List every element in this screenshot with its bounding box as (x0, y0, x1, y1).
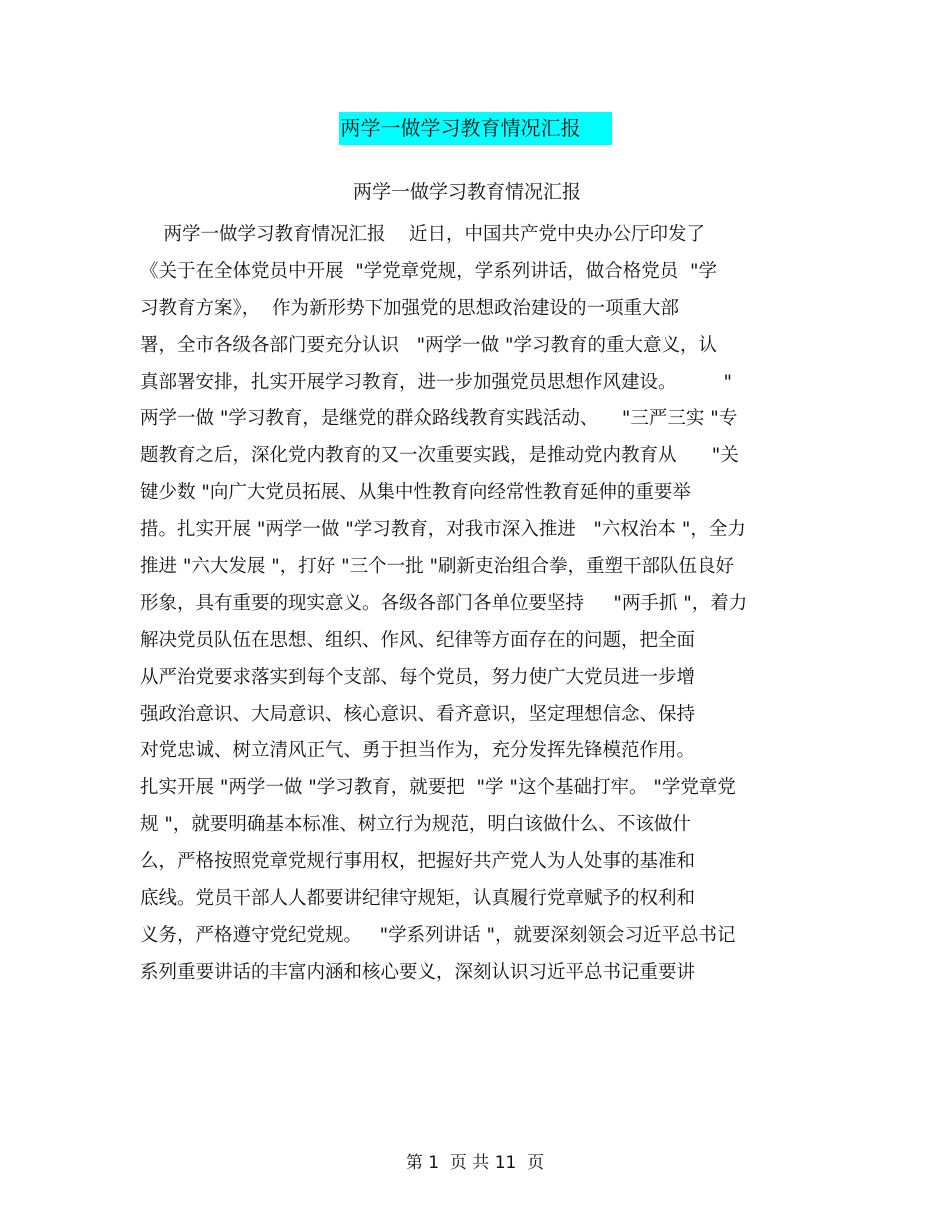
title-container (0, 112, 950, 145)
document-title: 两学一做学习教育情况汇报 (339, 112, 612, 145)
body-line: 底线。党员干部人人都要讲纪律守规矩，认真履行党章赋予的权利和 (140, 888, 696, 910)
page-footer: 第 1 页 共 11 页 (405, 1153, 545, 1173)
body-line: 《关于在全体党员中开展 "学党章党规，学系列讲话，做合格党员 "学 (140, 260, 718, 282)
body-line: 对党忠诚、树立清风正气、勇于担当作为，充分发挥先锋模范作用。 (140, 740, 696, 762)
body-line: 两学一做 "学习教育，是继党的群众路线教育实践活动、 "三严三实 "专 (140, 408, 738, 430)
body-line: 从严治党要求落实到每个支部、每个党员，努力使广大党员进一步增 (140, 666, 696, 688)
body-line: 解决党员队伍在思想、组织、作风、纪律等方面存在的问题，把全面 (140, 629, 696, 651)
body-line: 键少数 "向广大党员拓展、从集中性教育向经常性教育延伸的重要举 (140, 482, 691, 504)
document-subtitle: 两学一做学习教育情况汇报 (352, 181, 581, 203)
body-line: 措。扎实开展 "两学一做 "学习教育，对我市深入推进 "六权治本 "，全力 (140, 519, 746, 541)
body-line: 两学一做学习教育情况汇报 近日，中国共产党中央办公厅印发了 (140, 224, 706, 245)
body-line: 扎实开展 "两学一做 "学习教育，就要把 "学 "这个基础打牢。 "学党章党 (140, 777, 736, 799)
body-line: 真部署安排，扎实开展学习教育，进一步加强党员思想作风建设。 " (140, 371, 733, 393)
document-body (140, 220, 810, 995)
body-line: 强政治意识、大局意识、核心意识、看齐意识，坚定理想信念、保持 (140, 703, 696, 725)
body-line: 署，全市各级各部门要充分认识 "两学一做 "学习教育的重大意义，认 (140, 334, 718, 356)
body-line: 规 "，就要明确基本标准、树立行为规范，明白该做什么、不该做什 (140, 814, 691, 836)
body-line: 推进 "六大发展 "，打好 "三个一批 "刷新吏治组合拳，重塑干部队伍良好 (140, 556, 735, 578)
body-line: 习教育方案》， 作为新形势下加强党的思想政治建设的一项重大部 (140, 297, 680, 319)
body-line: 么，严格按照党章党规行事用权，把握好共产党人为人处事的基准和 (140, 851, 696, 873)
body-line: 义务，严格遵守党纪党规。 "学系列讲话 "，就要深刻领会习近平总书记 (140, 924, 736, 946)
body-line: 系列重要讲话的丰富内涵和核心要义，深刻认识习近平总书记重要讲 (140, 961, 696, 983)
body-line: 题教育之后，深化党内教育的又一次重要实践，是推动党内教育从 "关 (140, 445, 739, 467)
body-line: 形象，具有重要的现实意义。各级各部门各单位要坚持 "两手抓 "，着力 (140, 592, 748, 614)
